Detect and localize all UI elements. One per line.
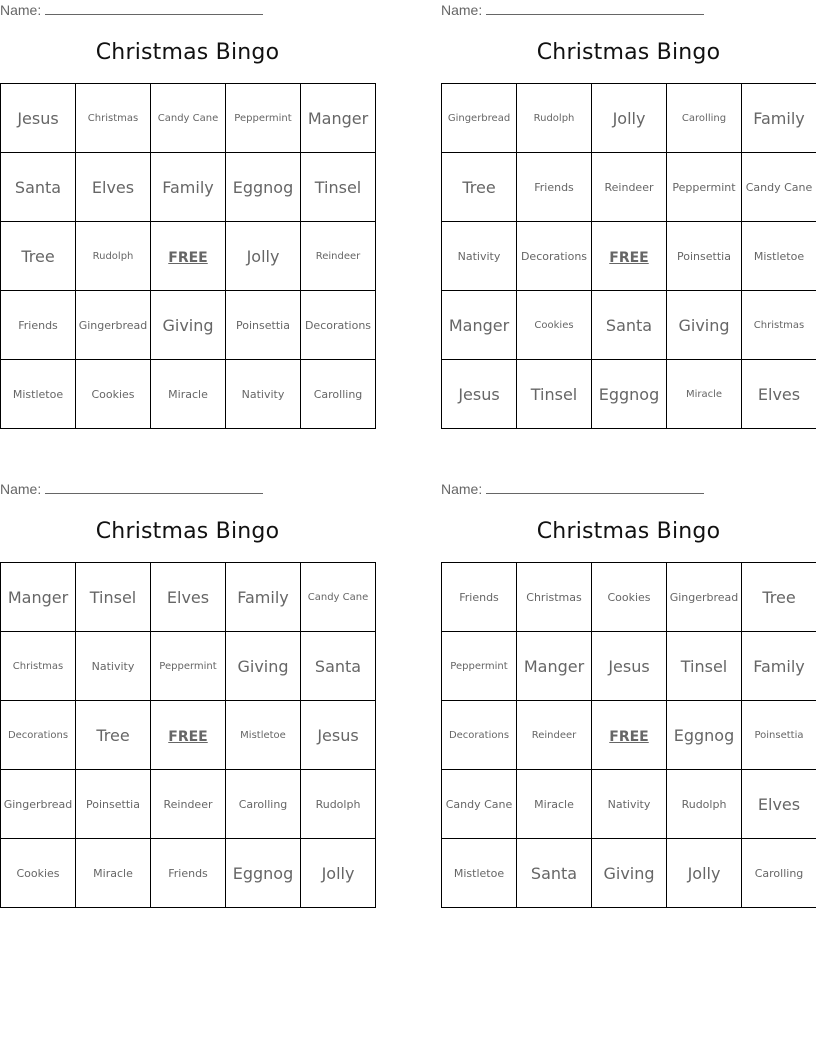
cell-word: Decorations: [448, 729, 510, 741]
cell-word: Rudolph: [315, 797, 361, 811]
bingo-cell[interactable]: [667, 153, 742, 222]
bingo-cell[interactable]: [667, 632, 742, 701]
bingo-cell[interactable]: [1, 84, 76, 153]
grid-row: [1, 153, 376, 222]
cell-word: Tree: [21, 246, 55, 266]
bingo-cell[interactable]: [442, 84, 517, 153]
bingo-cell[interactable]: [742, 563, 816, 632]
bingo-cell[interactable]: [667, 84, 742, 153]
bingo-cell[interactable]: [442, 770, 517, 839]
card-title: Christmas Bingo: [95, 519, 280, 544]
name-label: Name:: [0, 2, 42, 18]
free-space-cell[interactable]: [151, 222, 226, 291]
name-blank-line[interactable]: [45, 2, 263, 15]
bingo-cell[interactable]: [442, 563, 517, 632]
name-field: [0, 481, 263, 497]
cell-word: Reindeer: [163, 797, 213, 811]
cell-word: Elves: [166, 587, 210, 607]
cell-word: Jesus: [458, 384, 500, 404]
cell-word: FREE: [168, 249, 208, 266]
cell-word: Rudolph: [533, 112, 575, 124]
cell-word: Tree: [762, 587, 796, 607]
grid-row: [442, 563, 816, 632]
cell-word: Tree: [462, 177, 496, 197]
cell-word: Nativity: [241, 387, 285, 401]
cell-word: Reindeer: [315, 250, 361, 262]
bingo-cell[interactable]: [592, 84, 667, 153]
bingo-cell[interactable]: [592, 839, 667, 908]
bingo-cell[interactable]: [517, 839, 592, 908]
bingo-cell[interactable]: [151, 770, 226, 839]
bingo-cell[interactable]: [517, 360, 592, 429]
bingo-cell[interactable]: [76, 153, 151, 222]
bingo-cell[interactable]: [517, 291, 592, 360]
bingo-cell[interactable]: [301, 701, 376, 770]
bingo-cell[interactable]: [301, 84, 376, 153]
cell-word: Mistletoe: [753, 249, 805, 263]
bingo-cell[interactable]: [592, 632, 667, 701]
bingo-cell[interactable]: [517, 84, 592, 153]
name-field: [0, 2, 263, 18]
card-title: Christmas Bingo: [95, 40, 280, 65]
cell-word: Tinsel: [680, 656, 728, 676]
bingo-cell[interactable]: [1, 701, 76, 770]
cell-word: Cookies: [91, 387, 135, 401]
bingo-cell[interactable]: [76, 291, 151, 360]
bingo-cell[interactable]: [151, 153, 226, 222]
bingo-cell[interactable]: [667, 360, 742, 429]
cell-word: Mistletoe: [12, 387, 64, 401]
cell-word: Decorations: [304, 318, 372, 332]
bingo-cell[interactable]: [226, 222, 301, 291]
name-field: [441, 481, 704, 497]
cell-word: Manger: [7, 587, 69, 607]
bingo-cell[interactable]: [76, 84, 151, 153]
cell-word: Giving: [678, 315, 730, 335]
cell-word: Candy Cane: [745, 180, 813, 194]
bingo-cell[interactable]: [76, 701, 151, 770]
bingo-cell[interactable]: [592, 153, 667, 222]
cell-word: Rudolph: [92, 250, 134, 262]
bingo-cell[interactable]: [76, 632, 151, 701]
bingo-cell[interactable]: [301, 222, 376, 291]
cell-word: Giving: [237, 656, 289, 676]
grid-row: [442, 360, 816, 429]
grid-row: [1, 563, 376, 632]
grid-row: [442, 770, 816, 839]
bingo-cell[interactable]: [667, 222, 742, 291]
bingo-cell[interactable]: [301, 360, 376, 429]
cell-word: Friends: [168, 866, 208, 880]
bingo-grid: [441, 562, 816, 908]
bingo-cell[interactable]: [151, 632, 226, 701]
cell-word: Santa: [14, 177, 62, 197]
cell-word: Carolling: [754, 866, 804, 880]
cell-word: Miracle: [534, 797, 574, 811]
cell-word: Santa: [314, 656, 362, 676]
bingo-cell[interactable]: [226, 701, 301, 770]
bingo-cell[interactable]: [517, 770, 592, 839]
cell-word: Cookies: [16, 866, 60, 880]
bingo-cell[interactable]: [151, 839, 226, 908]
cell-word: Family: [753, 108, 805, 128]
bingo-cell[interactable]: [301, 153, 376, 222]
bingo-cell[interactable]: [301, 839, 376, 908]
cell-word: Jolly: [246, 246, 280, 266]
bingo-cell[interactable]: [301, 563, 376, 632]
bingo-cell[interactable]: [442, 360, 517, 429]
cell-word: Gingerbread: [447, 112, 511, 124]
bingo-cell[interactable]: [742, 839, 816, 908]
cell-word: Rudolph: [681, 797, 727, 811]
bingo-cell[interactable]: [1, 291, 76, 360]
name-blank-line[interactable]: [486, 2, 704, 15]
name-blank-line[interactable]: [45, 481, 263, 494]
name-field: [441, 2, 704, 18]
cell-word: Miracle: [93, 866, 133, 880]
bingo-cell[interactable]: [151, 291, 226, 360]
bingo-cell[interactable]: [1, 770, 76, 839]
cell-word: Candy Cane: [307, 591, 369, 603]
bingo-cell[interactable]: [517, 701, 592, 770]
cell-word: Poinsettia: [677, 249, 731, 263]
bingo-cell[interactable]: [151, 563, 226, 632]
bingo-grid: [0, 83, 376, 429]
bingo-cell[interactable]: [742, 153, 816, 222]
card-title: Christmas Bingo: [536, 519, 721, 544]
cell-word: Peppermint: [450, 660, 508, 672]
cell-word: Christmas: [12, 660, 64, 672]
free-space-cell[interactable]: [151, 701, 226, 770]
grid-row: [442, 153, 816, 222]
cell-word: Reindeer: [604, 180, 654, 194]
bingo-cell[interactable]: [742, 291, 816, 360]
cell-word: Candy Cane: [445, 797, 513, 811]
bingo-cell[interactable]: [592, 291, 667, 360]
bingo-cell[interactable]: [742, 770, 816, 839]
bingo-cell[interactable]: [592, 563, 667, 632]
bingo-cell[interactable]: [592, 770, 667, 839]
cell-word: Family: [237, 587, 289, 607]
cell-word: Christmas: [87, 112, 139, 124]
bingo-grid: [0, 562, 376, 908]
bingo-cell[interactable]: [517, 563, 592, 632]
bingo-cell[interactable]: [442, 153, 517, 222]
cell-word: FREE: [609, 728, 649, 745]
cell-word: Friends: [534, 180, 574, 194]
cell-word: Jolly: [687, 863, 721, 883]
cell-word: Mistletoe: [453, 866, 505, 880]
grid-row: [1, 84, 376, 153]
bingo-cell[interactable]: [667, 291, 742, 360]
grid-row: [1, 632, 376, 701]
bingo-cell[interactable]: [442, 632, 517, 701]
bingo-cell[interactable]: [667, 839, 742, 908]
card-title: Christmas Bingo: [536, 40, 721, 65]
grid-row: [1, 839, 376, 908]
bingo-cell[interactable]: [1, 563, 76, 632]
bingo-cell[interactable]: [76, 360, 151, 429]
cell-word: Manger: [448, 315, 510, 335]
bingo-cell[interactable]: [517, 153, 592, 222]
cell-word: Elves: [91, 177, 135, 197]
bingo-cell[interactable]: [226, 770, 301, 839]
bingo-grid: [441, 83, 816, 429]
bingo-cell[interactable]: [76, 770, 151, 839]
cell-word: Gingerbread: [669, 590, 739, 604]
bingo-cell[interactable]: [742, 360, 816, 429]
cell-word: Poinsettia: [86, 797, 140, 811]
bingo-cell[interactable]: [667, 563, 742, 632]
cell-word: Candy Cane: [157, 112, 219, 124]
cell-word: Miracle: [168, 387, 208, 401]
name-label: Name:: [441, 481, 483, 497]
bingo-cell[interactable]: [667, 701, 742, 770]
bingo-cell[interactable]: [517, 632, 592, 701]
bingo-cell[interactable]: [442, 291, 517, 360]
cell-word: Poinsettia: [754, 729, 804, 741]
cell-word: FREE: [168, 728, 208, 745]
grid-row: [442, 839, 816, 908]
bingo-cell[interactable]: [226, 563, 301, 632]
cell-word: Jolly: [612, 108, 646, 128]
grid-row: [442, 632, 816, 701]
cell-word: Eggnog: [232, 177, 294, 197]
cell-word: Gingerbread: [78, 318, 148, 332]
cell-word: Friends: [18, 318, 58, 332]
bingo-cell[interactable]: [742, 701, 816, 770]
cell-word: Eggnog: [232, 863, 294, 883]
cell-word: Decorations: [520, 249, 588, 263]
bingo-cell[interactable]: [301, 770, 376, 839]
cell-word: Family: [162, 177, 214, 197]
cell-word: Nativity: [607, 797, 651, 811]
cell-word: Poinsettia: [236, 318, 290, 332]
cell-word: Tinsel: [314, 177, 362, 197]
bingo-cell[interactable]: [1, 153, 76, 222]
cell-word: Reindeer: [531, 729, 577, 741]
grid-row: [442, 222, 816, 291]
bingo-cell[interactable]: [592, 360, 667, 429]
cell-word: Peppermint: [159, 660, 217, 672]
name-blank-line[interactable]: [486, 481, 704, 494]
free-space-cell[interactable]: [592, 701, 667, 770]
cell-word: Mistletoe: [240, 729, 286, 741]
cell-word: Nativity: [457, 249, 501, 263]
bingo-cell[interactable]: [742, 632, 816, 701]
free-space-cell[interactable]: [592, 222, 667, 291]
bingo-cell[interactable]: [1, 839, 76, 908]
cell-word: Gingerbread: [3, 797, 73, 811]
bingo-cell[interactable]: [226, 839, 301, 908]
bingo-cell[interactable]: [742, 84, 816, 153]
cell-word: Manger: [307, 108, 369, 128]
grid-row: [1, 770, 376, 839]
cell-word: Santa: [605, 315, 653, 335]
cell-word: Santa: [530, 863, 578, 883]
cell-word: Eggnog: [673, 725, 735, 745]
cell-word: Eggnog: [598, 384, 660, 404]
grid-row: [1, 291, 376, 360]
bingo-cell[interactable]: [1, 360, 76, 429]
cell-word: Tinsel: [89, 587, 137, 607]
bingo-cell[interactable]: [151, 84, 226, 153]
cell-word: Cookies: [534, 319, 574, 331]
bingo-cell[interactable]: [442, 701, 517, 770]
cell-word: Miracle: [685, 388, 723, 400]
grid-row: [1, 360, 376, 429]
bingo-cell[interactable]: [517, 222, 592, 291]
cell-word: Christmas: [753, 319, 805, 331]
bingo-cell[interactable]: [1, 632, 76, 701]
bingo-cell[interactable]: [76, 222, 151, 291]
cell-word: Elves: [757, 794, 801, 814]
bingo-cell[interactable]: [226, 84, 301, 153]
cell-word: FREE: [609, 249, 649, 266]
cell-word: Giving: [603, 863, 655, 883]
grid-row: [1, 222, 376, 291]
grid-row: [1, 701, 376, 770]
cell-word: Decorations: [7, 729, 69, 741]
cell-word: Family: [753, 656, 805, 676]
cell-word: Peppermint: [234, 112, 292, 124]
cell-word: Tree: [96, 725, 130, 745]
bingo-cell[interactable]: [226, 360, 301, 429]
cell-word: Nativity: [91, 659, 135, 673]
bingo-cell[interactable]: [442, 222, 517, 291]
cell-word: Manger: [523, 656, 585, 676]
cell-word: Carolling: [681, 112, 727, 124]
bingo-cell[interactable]: [442, 839, 517, 908]
cell-word: Christmas: [526, 590, 582, 604]
grid-row: [442, 701, 816, 770]
cell-word: Carolling: [313, 387, 363, 401]
cell-word: Cookies: [607, 590, 651, 604]
bingo-cell[interactable]: [667, 770, 742, 839]
cell-word: Giving: [162, 315, 214, 335]
bingo-cell[interactable]: [301, 632, 376, 701]
cell-word: Tinsel: [530, 384, 578, 404]
bingo-cell[interactable]: [151, 360, 226, 429]
cell-word: Peppermint: [672, 180, 736, 194]
bingo-cell[interactable]: [226, 153, 301, 222]
name-label: Name:: [441, 2, 483, 18]
name-label: Name:: [0, 481, 42, 497]
cell-word: Jesus: [608, 656, 650, 676]
bingo-cell[interactable]: [226, 632, 301, 701]
bingo-cell[interactable]: [76, 839, 151, 908]
grid-row: [442, 84, 816, 153]
bingo-cell[interactable]: [742, 222, 816, 291]
bingo-cell[interactable]: [226, 291, 301, 360]
grid-row: [442, 291, 816, 360]
bingo-cell[interactable]: [301, 291, 376, 360]
bingo-cell[interactable]: [1, 222, 76, 291]
bingo-cell[interactable]: [76, 563, 151, 632]
cell-word: Jesus: [17, 108, 59, 128]
cell-word: Jolly: [321, 863, 355, 883]
cell-word: Friends: [459, 590, 499, 604]
cell-word: Elves: [757, 384, 801, 404]
cell-word: Jesus: [317, 725, 359, 745]
cell-word: Carolling: [238, 797, 288, 811]
